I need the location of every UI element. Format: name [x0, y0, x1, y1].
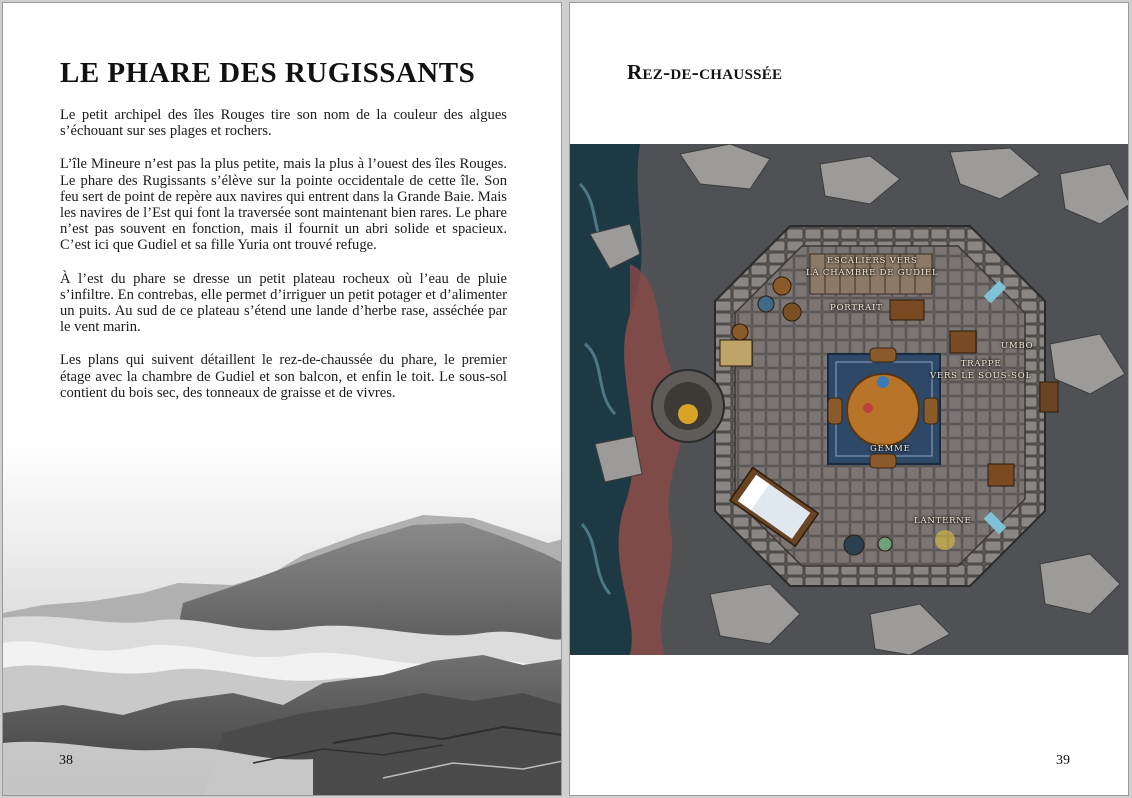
left-page: [2, 2, 562, 796]
body-text: [60, 107, 507, 418]
map-label-trap-line1: TRAPPE: [960, 359, 1002, 369]
paragraph: À l’est du phare se dresse un petit plateau rocheux où l’eau de pluie s’infiltre. En contrebas, elle permet d’irriguer un petit potager et d’alimenter un puits. Au sud de ce plateau s’étend une lande d’herbe rase, asséchée par le vent marin.: [60, 270, 507, 336]
ground-floor-map: [570, 144, 1129, 655]
page-title: LE PHARE DES RUGISSANTS: [60, 57, 476, 89]
page-number: 38: [59, 753, 73, 768]
map-label-umbo: UMBO: [1001, 341, 1034, 351]
map-title: Rez-de-chaussée: [627, 60, 783, 84]
map-label-portrait: PORTRAIT: [830, 303, 883, 313]
paragraph: L’île Mineure n’est pas la plus petite, mais la plus à l’ouest des îles Rouges. Le phare des Rugissants s’élève sur la pointe occidentale de cette île. Son feu sert de point de repère aux navires qui entrent dans la Grande Baie. Mais les navires de l’Est qui font la traversée sont maintenant bien rares. Le phare n’est pas souvent en fonction, mais il fournit un abri solide et spacieux. C’est ici que Gudiel et sa fille Yuria ont trouvé refuge.: [60, 156, 507, 254]
map-label-lantern: LANTERNE: [914, 516, 972, 526]
map-label-gem: GEMME: [870, 444, 911, 454]
map-label-stairs-line1: ESCALIERS VERS: [826, 256, 918, 266]
page-number: 39: [1056, 753, 1070, 768]
right-page: [569, 2, 1129, 796]
map-label-trap-line2: VERS LE SOUS-SOL: [930, 371, 1033, 381]
paragraph: Les plans qui suivent détaillent le rez-de-chaussée du phare, le premier étage avec la chambre de Gudiel et son balcon, et enfin le toit. Le sous-sol contient du bois sec, des tonneaux de graisse et de vivres.: [60, 352, 507, 401]
map-label-stairs-line2: LA CHAMBRE DE GUDIEL: [806, 268, 939, 278]
coastal-illustration: [3, 443, 562, 796]
paragraph: Le petit archipel des îles Rouges tire son nom de la couleur des algues s’échouant sur ses plages et rochers.: [60, 107, 507, 140]
map-label-trap: [930, 358, 1032, 382]
map-label-stairs: [806, 255, 939, 279]
